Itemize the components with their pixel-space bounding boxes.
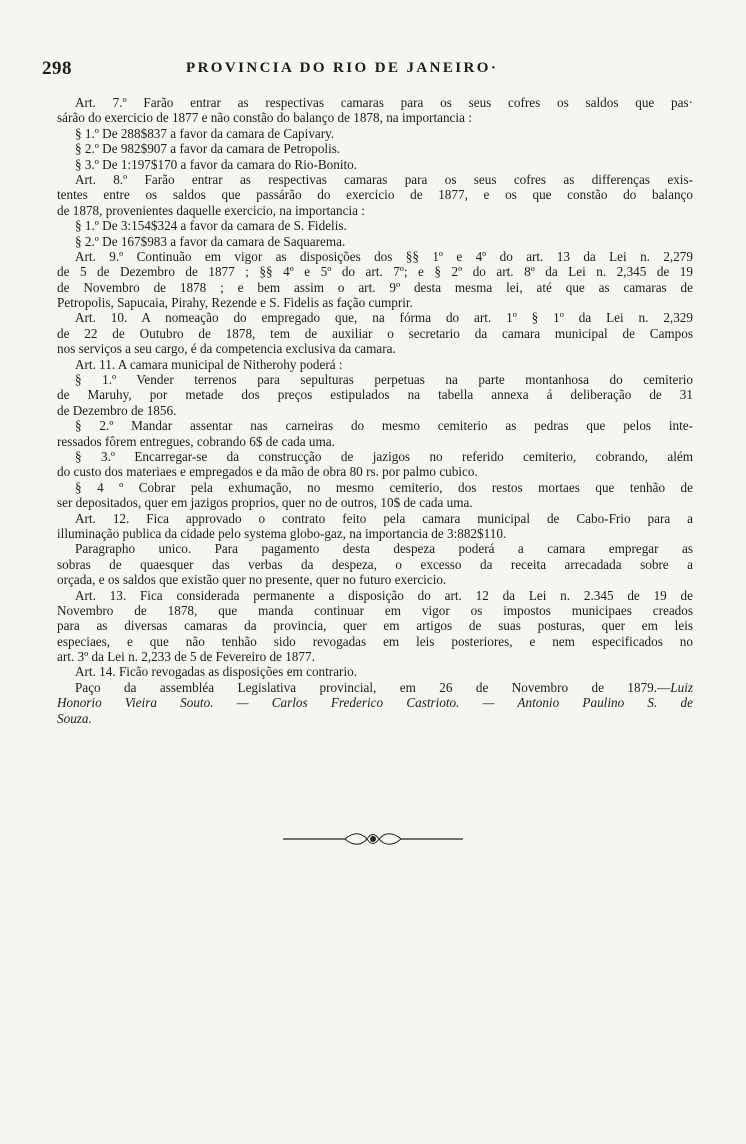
text-line: § 3.º De 1:197$170 a favor da camara do Rio-Bonito.: [75, 156, 358, 172]
law-text: [57, 95, 693, 726]
text-line: Art. 9.º Continuão em vigor as disposições dos §§ 1º e 4º do art. 13 da Lei n. 2,279: [75, 248, 693, 264]
text-line: de 1878, provenientes daquelle exercicio, na importancia :: [57, 202, 365, 218]
text-line: para as diversas camaras da provincia, quer em artigos de suas posturas, quer em leis: [57, 618, 693, 634]
text-line: § 1.º Vender terrenos para sepulturas perpetuas na parte montanhosa do cemiterio: [75, 372, 693, 388]
signatories-line: Honorio Vieira Souto. — Carlos Frederico Castrioto. — Antonio Paulino S. de: [57, 695, 693, 711]
text-line: nos serviços a seu cargo, é da competencia exclusiva da camara.: [57, 341, 396, 357]
text-line: Art. 13. Fica considerada permanente a disposição do art. 12 da Lei n. 2.345 de 19 de: [75, 587, 693, 603]
text-line: Art. 10. A nomeação do empregado que, na fórma do art. 1º § 1º da Lei n. 2,329: [75, 310, 693, 326]
closing-text: Paço da assembléa Legislativa provincial, em 26 de Novembro de 1879.—: [75, 679, 671, 695]
text-line: § 2.º Mandar assentar nas carneiras do mesmo cemiterio as pedras que pelos inte-: [75, 418, 693, 434]
text-line: sobras de quaesquer das verbas da despeza, o excesso da receita arrecadada sobre a: [57, 556, 693, 572]
text-line: Art. 12. Fica approvado o contrato feito pela camara municipal de Cabo-Frio para a: [75, 510, 693, 526]
page-header: [42, 58, 702, 84]
text-line: Art. 11. A camara municipal de Nitherohy poderá :: [75, 356, 343, 372]
text-line: § 2.º De 982$907 a favor da camara de Petropolis.: [75, 141, 341, 157]
text-line: orçada, e os saldos que existão quer no presente, quer no futuro exercicio.: [57, 572, 447, 588]
text-line: Novembro de 1878, que manda continuar em vigor os impostos municipaes creados: [57, 602, 693, 618]
page-number: 298: [42, 58, 72, 79]
text-line: Petropolis, Sapucaia, Pirahy, Rezende e S. Fidelis as fação cumprir.: [57, 295, 413, 311]
text-line: de 22 de Outubro de 1878, tem de auxiliar o secretario da camara municipal de Campos: [57, 325, 693, 341]
text-line: de 5 de Dezembro de 1877 ; §§ 4º e 5º do art. 7º; e § 2º do art. 8º da Lei n. 2,345 de 19: [57, 264, 693, 280]
ornament-divider: [283, 830, 463, 848]
text-line: Art. 8.º Farão entrar as respectivas camaras para os seus cofres as differenças exis-: [75, 171, 693, 187]
text-line: illuminação publica da cidade pelo systema globo-gaz, na importancia de 3:882$110.: [57, 525, 507, 541]
text-line: Art. 14. Ficão revogadas as disposições em contrario.: [75, 664, 357, 680]
text-line: Paragrapho unico. Para pagamento desta despeza poderá a camara empregar as: [75, 541, 693, 557]
text-line: de Dezembro de 1856.: [57, 402, 177, 418]
signatories-line: Souza.: [57, 710, 92, 726]
text-line: § 1.º De 288$837 a favor da camara de Capivary.: [75, 125, 335, 141]
running-title: PROVINCIA DO RIO DE JANEIRO·: [186, 60, 499, 76]
signatory-name: Luiz: [670, 679, 693, 695]
text-line: ressados fôrem entregues, cobrando 6$ de cada uma.: [57, 433, 335, 449]
text-line: ser depositados, quer em jazigos proprios, quer no de outros, 10$ de cada uma.: [57, 495, 473, 511]
text-line: art. 3º da Lei n. 2,233 de 5 de Fevereiro de 1877.: [57, 649, 315, 665]
text-line: sárão do exercicio de 1877 e não constão do balanço de 1878, na importancia :: [57, 110, 472, 126]
text-line: do custo dos materiaes e empregados e da mão de obra 80 rs. por palmo cubico.: [57, 464, 478, 480]
text-line: § 1.º De 3:154$324 a favor da camara de S. Fidelis.: [75, 218, 347, 234]
text-line: § 3.º Encarregar-se da construcção de jazigos no referido cemiterio, cobrando, além: [75, 448, 693, 464]
text-line: tentes entre os saldos que passárão do exercicio de 1877, e os que constão do balanço: [57, 187, 693, 203]
text-line: especiaes, e que não tenhão sido revogadas em leis posteriores, e nem especificados no: [57, 633, 693, 649]
text-line: de Maruhy, por metade dos preços estipulados na tabella annexa á deliberação de 31: [57, 387, 693, 403]
text-line: de Novembro de 1878 ; e bem assim o art. 9º desta mesma lei, até que as camaras de: [57, 279, 693, 295]
text-line: § 2.º De 167$983 a favor da camara de Saquarema.: [75, 233, 346, 249]
closing-line: [57, 680, 693, 695]
text-line: Art. 7.º Farão entrar as respectivas camaras para os seus cofres os saldos que pas·: [75, 95, 693, 110]
text-line: § 4 º Cobrar pela exhumação, no mesmo cemiterio, dos restos mortaes que tenhão de: [75, 479, 693, 495]
